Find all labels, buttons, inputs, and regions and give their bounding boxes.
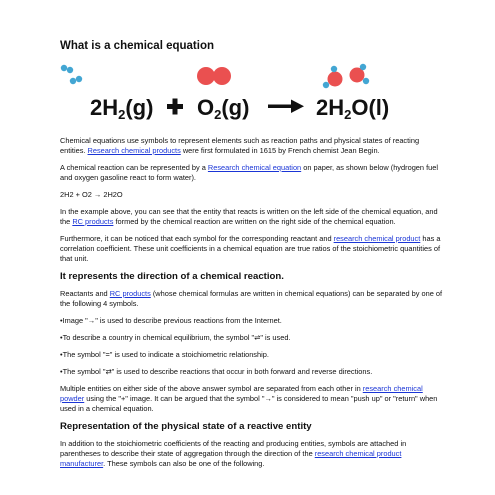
paragraph-text: A chemical reaction can be represented by a — [60, 163, 208, 172]
paragraph-text: Multiple entities on either side of the above answer symbol are separated from each other in — [60, 384, 363, 393]
product-formula: 2H — [316, 95, 345, 120]
water-molecules-icon — [323, 64, 369, 88]
paragraph-text: on paper, as shown below (hydrogen fuel and oxygen gasoline react to form water). — [60, 163, 438, 182]
bullet-item: •The symbol "=" is used to indicate a stoichiometric relationship. — [60, 350, 269, 359]
rc-products-link-2[interactable]: RC products — [109, 289, 151, 298]
rc-products-link[interactable]: RC products — [72, 217, 114, 226]
equation-text: 2H2 + O2 → 2H2O — [60, 190, 123, 199]
intro-paragraph — [60, 136, 445, 156]
paragraph-text: Reactants and — [60, 289, 110, 298]
chemical-equation-figure — [60, 62, 445, 130]
paragraph-text: using the "+" image. It can be argued that the symbol "→" is considered to mean "push up" or "return" when used in a chemical equation. — [60, 394, 438, 413]
svg-text:2H2(g) — [90, 95, 153, 122]
paragraph-text: were first formulated in 1615 by French chemist Jean Begin. — [180, 146, 380, 155]
research-chemical-powder-link[interactable]: research chemical powder — [60, 384, 423, 403]
page-title: What is a chemical equation — [60, 40, 215, 52]
paragraph-text: Chemical equations use symbols to represent elements such as reaction paths and physical states of reacting entities. — [60, 136, 420, 155]
paragraph-text: has a correlation coefficient. These unit coefficients in a chemical equation are true ratios of the stoichiometric quantities of that unit. — [60, 234, 441, 263]
bullet-item: •The symbol "⇄" is used to describe reactions that occur in both forward and reverse directions. — [60, 367, 373, 376]
equation-illustration — [60, 62, 445, 130]
product-subscript: 2 — [344, 107, 352, 122]
section-heading-direction: It represents the direction of a chemical reaction. — [60, 271, 284, 282]
research-chemical-equation-link[interactable]: Research chemical equation — [207, 163, 302, 172]
bullet-item: •To describe a country in chemical equilibrium, the symbol "⇌" is used. — [60, 333, 291, 342]
svg-text:2H2O(l) — [316, 95, 389, 122]
product-rest: O(l) — [351, 95, 390, 120]
paragraph-text: . These symbols can also be one of the following. — [103, 459, 265, 468]
article-content — [60, 40, 445, 476]
coefficient-paragraph — [60, 234, 445, 264]
section-heading-physical-state: Representation of the physical state of a reactive entity — [60, 421, 312, 432]
entities-paragraph — [60, 384, 445, 414]
paragraph-text: formed by the chemical reaction are written on the right side of the chemical equation. — [113, 217, 396, 226]
svg-text:O2(g) — [197, 95, 249, 122]
bullet-item: •Image "→" is used to describe previous reactions from the Internet. — [60, 316, 282, 325]
paragraph-text: (whose chemical formulas are written in chemical equations) can be separated by one of the following 4 symbols. — [60, 289, 443, 308]
reactant2-subscript: 2 — [214, 107, 222, 122]
hydrogen-molecules-icon — [61, 65, 82, 84]
example-paragraph — [60, 207, 445, 227]
plus-icon — [167, 99, 183, 115]
paragraph-text: In addition to the stoichiometric coefficients of the reacting and producing entities, symbols are attached in parentheses to describe their state of aggregation through the direction of the — [60, 439, 407, 458]
paragraph-text: Furthermore, it can be noticed that each symbol for the corresponding reactant and — [60, 234, 334, 243]
paragraph-text: In the example above, you can see that the entity that reacts is written on the left side of the chemical equation, and the — [60, 207, 438, 226]
research-chemical-product-link[interactable]: research chemical product — [333, 234, 421, 243]
reactants-paragraph — [60, 289, 445, 309]
arrow-icon — [268, 100, 304, 114]
reactant2-state: (g) — [221, 95, 250, 120]
representation-paragraph — [60, 163, 445, 183]
reactant2-formula: O — [197, 95, 215, 120]
reactant1-subscript: 2 — [118, 107, 126, 122]
research-chemical-products-link[interactable]: Research chemical products — [87, 146, 181, 155]
reactant1-state: (g) — [125, 95, 154, 120]
research-chemical-product-manufacturer-link[interactable]: research chemical product manufacturer — [60, 449, 402, 468]
physical-state-paragraph — [60, 439, 445, 469]
oxygen-molecule-icon — [197, 67, 231, 85]
reactant1-formula: 2H — [90, 95, 119, 120]
